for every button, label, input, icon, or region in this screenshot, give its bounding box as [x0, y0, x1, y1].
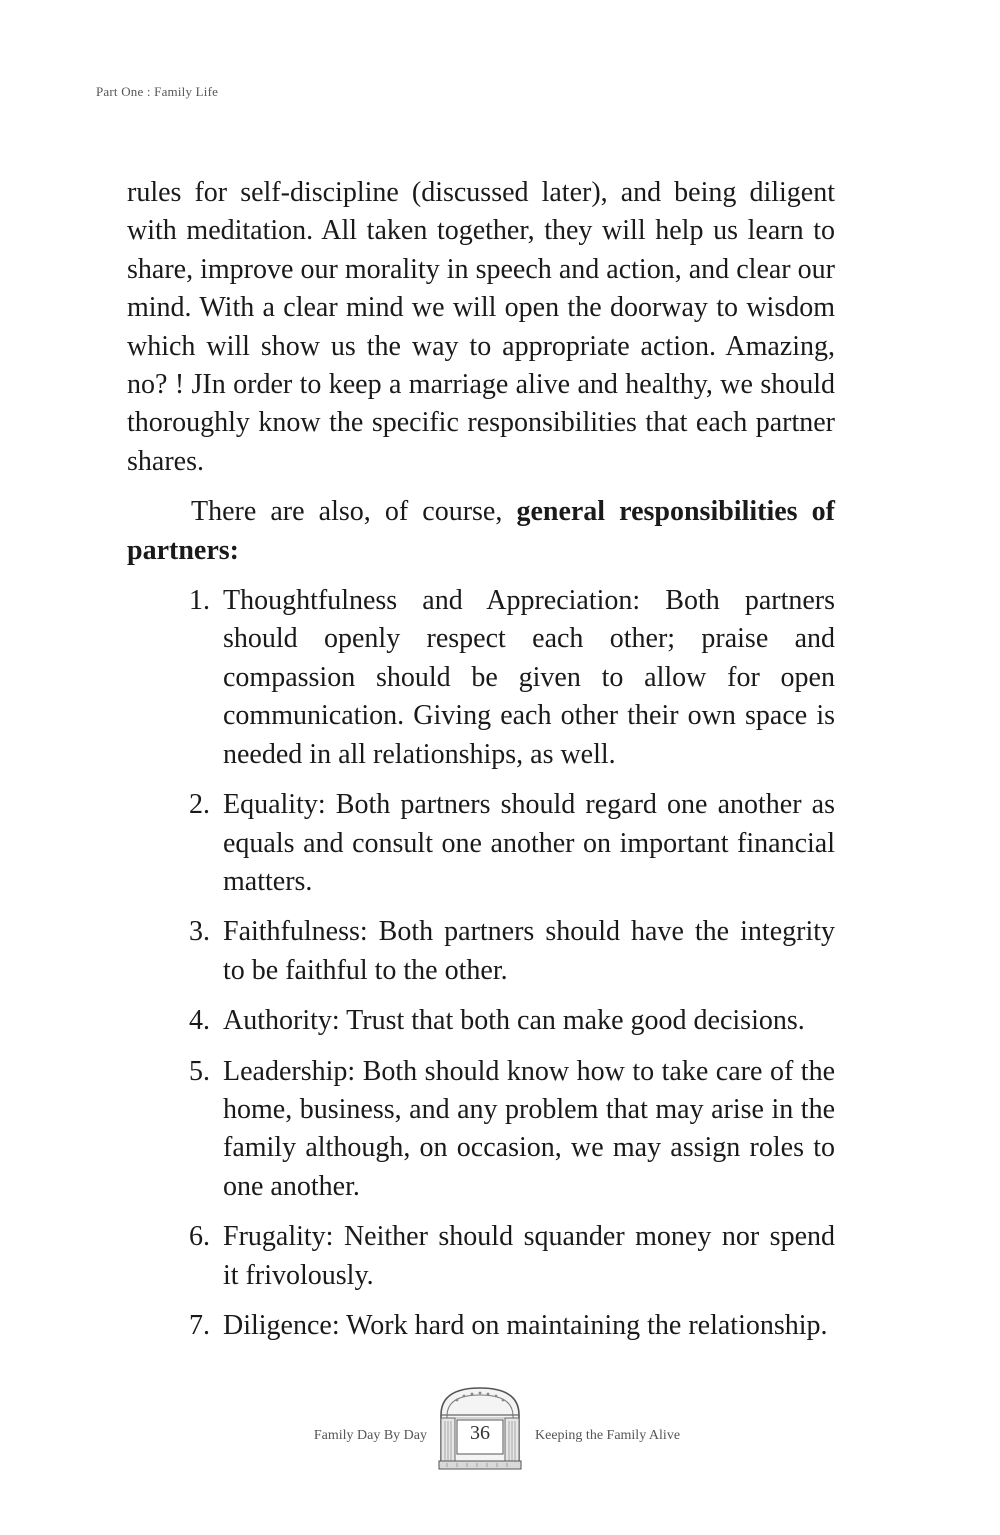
- list-item-text: Diligence: Work hard on maintaining the relationship.: [223, 1309, 828, 1341]
- paragraph-2-lead: There are also, of course,: [191, 496, 517, 528]
- list-item: [127, 913, 835, 990]
- running-head: Part One : Family Life: [96, 84, 219, 99]
- list-item-text: Leadership: Both should know how to take care of the home, business, and any problem that may arise in the family although, on occasion, we may assign roles to one another.: [223, 1055, 835, 1202]
- list-item-number: 4.: [189, 1005, 210, 1037]
- list-item-text: Faithfulness: Both partners should have the integrity to be faithful to the other.: [223, 916, 835, 986]
- paragraph-2: [127, 493, 835, 570]
- list-item-number: 7.: [189, 1309, 210, 1341]
- list-item: [127, 786, 835, 901]
- paragraph-1: rules for self-discipline (discussed later), and being diligent with meditation. All taken together, they will help us learn to share, improve our morality in speech and action, and clear our mind. With a clear mind we will open the doorway to wisdom which will show us the way to appropriate action. Amazing, no? ! JIn order to keep a marriage alive and healthy, we should thoroughly know the specific responsibilities that each partner shares.: [127, 177, 835, 477]
- list-item: [127, 1218, 835, 1295]
- paragraph-2-bold: general responsibilities of partners:: [127, 496, 835, 566]
- list-item-number: 6.: [189, 1221, 210, 1253]
- list-item-text: Frugality: Neither should squander money nor spend it frivolously.: [223, 1221, 835, 1291]
- list-item-number: 1.: [189, 585, 210, 617]
- page-footer: [0, 1385, 1000, 1470]
- responsibilities-list: [127, 582, 835, 1345]
- page-body: [127, 174, 835, 1357]
- list-item-text: Authority: Trust that both can make good decisions.: [223, 1005, 805, 1037]
- list-item-text: Equality: Both partners should regard one another as equals and consult one another on important financial matters.: [223, 789, 835, 897]
- list-item-number: 5.: [189, 1055, 210, 1087]
- list-item: [127, 1307, 835, 1345]
- footer-chapter-title: Keeping the Family Alive: [535, 1428, 681, 1443]
- footer-book-title: Family Day By Day: [313, 1428, 427, 1443]
- list-item-number: 3.: [189, 916, 210, 948]
- list-item-text: Thoughtfulness and Appreciation: Both partners should openly respect each other; praise and compassion should be given to allow for open communication. Giving each other their own space is needed in all relationships, as well.: [223, 585, 835, 770]
- list-item-number: 2.: [189, 789, 210, 821]
- page-number: 36: [470, 1422, 490, 1444]
- list-item: [127, 1053, 835, 1207]
- list-item: [127, 582, 835, 774]
- list-item: [127, 1002, 835, 1040]
